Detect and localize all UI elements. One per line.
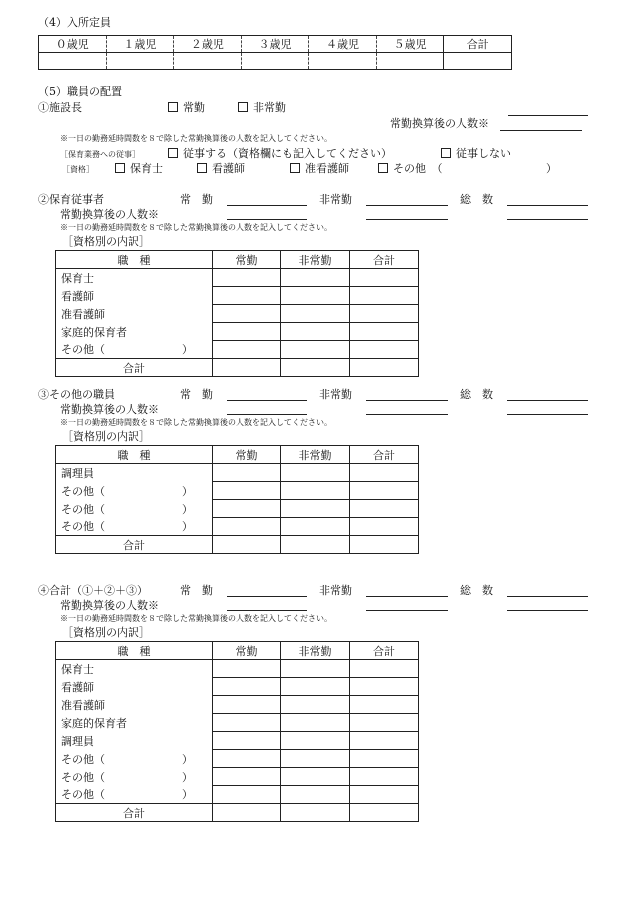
- cell[interactable]: [281, 287, 350, 305]
- childcare-parttime-label: 非常勤: [319, 193, 352, 206]
- age-5-header: ５歳児: [376, 36, 444, 53]
- cell[interactable]: [281, 696, 350, 714]
- cell[interactable]: [350, 482, 419, 500]
- cell[interactable]: [213, 287, 281, 305]
- director-fte-label: 常勤換算後の人数※: [390, 117, 489, 130]
- col-type-header: 職 種: [56, 642, 213, 660]
- cell[interactable]: [213, 696, 281, 714]
- qual-nurse-option[interactable]: 看護師: [197, 162, 245, 176]
- cell[interactable]: [350, 359, 419, 377]
- cell[interactable]: [281, 536, 350, 554]
- row-label: 准看護師: [56, 696, 213, 714]
- childcare-fulltime-field[interactable]: [227, 205, 307, 206]
- capacity-heading: （4）入所定員: [38, 16, 111, 29]
- cell[interactable]: [213, 500, 281, 518]
- cell[interactable]: [213, 804, 281, 822]
- checkbox-icon[interactable]: [441, 148, 451, 158]
- cell[interactable]: [350, 536, 419, 554]
- row-label: その他（ ）: [56, 750, 213, 768]
- other-fulltime-field[interactable]: [227, 400, 307, 401]
- cell[interactable]: [281, 518, 350, 536]
- cell[interactable]: [350, 732, 419, 750]
- row-label: その他（ ）: [56, 768, 213, 786]
- row-label: その他（ ）: [56, 518, 213, 536]
- cell[interactable]: [350, 305, 419, 323]
- qual-label: ［資格］: [62, 165, 94, 174]
- cell[interactable]: [213, 786, 281, 804]
- row-label: その他（ ）: [56, 500, 213, 518]
- col-full-header: 常勤: [213, 446, 281, 464]
- col-full-header: 常勤: [213, 251, 281, 269]
- grand-total-label: ④合計（①＋②＋③）: [38, 584, 148, 597]
- row-label: 調理員: [56, 732, 213, 750]
- cell[interactable]: [281, 660, 350, 678]
- checkbox-icon[interactable]: [238, 102, 248, 112]
- cell[interactable]: [213, 464, 281, 482]
- checkbox-icon[interactable]: [378, 163, 388, 173]
- cell[interactable]: [350, 696, 419, 714]
- checkbox-icon[interactable]: [168, 148, 178, 158]
- cell[interactable]: [350, 750, 419, 768]
- cell[interactable]: [213, 732, 281, 750]
- grand-note: ※一日の勤務延時間数を８で除した常勤換算後の人数を記入してください。: [60, 614, 332, 623]
- cell[interactable]: [213, 518, 281, 536]
- director-fte-note: ※一日の勤務延時間数を８で除した常勤換算後の人数を記入してください。: [60, 134, 332, 143]
- childcare-note: ※一日の勤務延時間数を８で除した常勤換算後の人数を記入してください。: [60, 223, 332, 232]
- col-sum-header: 合計: [350, 642, 419, 660]
- cell[interactable]: [213, 768, 281, 786]
- director-label: ①施設長: [38, 101, 82, 114]
- cell[interactable]: [281, 500, 350, 518]
- cell[interactable]: [213, 305, 281, 323]
- cell[interactable]: [350, 678, 419, 696]
- other-fte-label: 常勤換算後の人数※: [60, 403, 159, 416]
- total-input[interactable]: [444, 53, 512, 70]
- cell[interactable]: [281, 750, 350, 768]
- cell[interactable]: [350, 714, 419, 732]
- other-note: ※一日の勤務延時間数を８で除した常勤換算後の人数を記入してください。: [60, 418, 332, 427]
- col-type-header: 職 種: [56, 251, 213, 269]
- cell[interactable]: [213, 359, 281, 377]
- row-label: 保育士: [56, 660, 213, 678]
- row-label: 家庭的保育者: [56, 323, 213, 341]
- row-label: 准看護師: [56, 305, 213, 323]
- other-total-label: 総 数: [460, 388, 493, 401]
- cell[interactable]: [281, 359, 350, 377]
- row-label: その他（ ）: [56, 341, 213, 359]
- cell[interactable]: [350, 464, 419, 482]
- checkbox-icon[interactable]: [197, 163, 207, 173]
- cell[interactable]: [350, 518, 419, 536]
- childcare-fte-full-field[interactable]: [227, 219, 307, 220]
- cell[interactable]: [213, 269, 281, 287]
- row-label: その他（ ）: [56, 786, 213, 804]
- other-staff-label: ③その他の職員: [38, 388, 115, 401]
- director-fte-field[interactable]: [500, 130, 582, 131]
- childcare-parttime-field[interactable]: [366, 205, 448, 206]
- age-2-input[interactable]: [174, 53, 242, 70]
- other-fte-full-field[interactable]: [227, 414, 307, 415]
- col-type-header: 職 種: [56, 446, 213, 464]
- childcare-total-label: 総 数: [460, 193, 493, 206]
- row-total-label: 合計: [56, 359, 213, 377]
- qual-assistant-nurse-option[interactable]: 准看護師: [290, 162, 349, 176]
- col-sum-header: 合計: [350, 446, 419, 464]
- other-fulltime-label: 常 勤: [180, 388, 213, 401]
- capacity-table: [38, 35, 512, 70]
- cell[interactable]: [281, 305, 350, 323]
- cell[interactable]: [281, 804, 350, 822]
- director-fulltime-option[interactable]: 常勤: [168, 101, 205, 115]
- other-parttime-label: 非常勤: [319, 388, 352, 401]
- checkbox-icon[interactable]: [290, 163, 300, 173]
- cell[interactable]: [281, 464, 350, 482]
- checkbox-icon[interactable]: [115, 163, 125, 173]
- cell[interactable]: [213, 660, 281, 678]
- grand-fte-full-field[interactable]: [227, 610, 307, 611]
- cell[interactable]: [281, 786, 350, 804]
- age-3-header: ３歳児: [241, 36, 309, 53]
- age-5-input[interactable]: [376, 53, 444, 70]
- age-3-input[interactable]: [241, 53, 309, 70]
- childcare-breakdown-label: ［資格別の内訳］: [62, 235, 150, 248]
- row-label: 看護師: [56, 287, 213, 305]
- checkbox-icon[interactable]: [168, 102, 178, 112]
- other-total-field[interactable]: [507, 400, 588, 401]
- grand-parttime-label: 非常勤: [319, 584, 352, 597]
- duty-label: ［保育業務への従事］: [60, 150, 140, 159]
- cell[interactable]: [350, 323, 419, 341]
- childcare-breakdown-table: [55, 250, 419, 377]
- row-total-label: 合計: [56, 804, 213, 822]
- cell[interactable]: [350, 341, 419, 359]
- cell[interactable]: [213, 323, 281, 341]
- row-label: 調理員: [56, 464, 213, 482]
- qual-other-close: ）: [546, 162, 557, 175]
- qual-nursery-option[interactable]: 保育士: [115, 162, 163, 176]
- childcare-fulltime-label: 常 勤: [180, 193, 213, 206]
- row-label: その他（ ）: [56, 482, 213, 500]
- grand-breakdown-label: ［資格別の内訳］: [62, 626, 150, 639]
- total-header: 合計: [444, 36, 512, 53]
- childcare-fte-label: 常勤換算後の人数※: [60, 208, 159, 221]
- cell[interactable]: [281, 269, 350, 287]
- grand-parttime-field[interactable]: [366, 596, 448, 597]
- duty-yes-option[interactable]: 従事する（資格欄にも記入してください）: [168, 147, 392, 161]
- age-4-header: ４歳児: [309, 36, 377, 53]
- col-part-header: 非常勤: [281, 446, 350, 464]
- row-label: 家庭的保育者: [56, 714, 213, 732]
- staff-heading: （5）職員の配置: [38, 85, 122, 98]
- other-fte-total-field[interactable]: [507, 414, 588, 415]
- grand-total-count-label: 総 数: [460, 584, 493, 597]
- cell[interactable]: [281, 341, 350, 359]
- cell[interactable]: [213, 750, 281, 768]
- cell[interactable]: [350, 269, 419, 287]
- age-0-input[interactable]: [39, 53, 107, 70]
- cell[interactable]: [281, 678, 350, 696]
- age-1-header: １歳児: [106, 36, 174, 53]
- childcare-total-field[interactable]: [507, 205, 588, 206]
- cell[interactable]: [281, 714, 350, 732]
- grand-fulltime-label: 常 勤: [180, 584, 213, 597]
- age-2-header: ２歳児: [174, 36, 242, 53]
- cell[interactable]: [213, 536, 281, 554]
- cell[interactable]: [213, 714, 281, 732]
- grand-total-field[interactable]: [507, 596, 588, 597]
- other-parttime-field[interactable]: [366, 400, 448, 401]
- grand-breakdown-table: [55, 641, 419, 822]
- cell[interactable]: [350, 500, 419, 518]
- row-label: 看護師: [56, 678, 213, 696]
- cell[interactable]: [350, 660, 419, 678]
- other-breakdown-table: [55, 445, 419, 554]
- age-4-input[interactable]: [309, 53, 377, 70]
- row-total-label: 合計: [56, 536, 213, 554]
- age-1-input[interactable]: [106, 53, 174, 70]
- cell[interactable]: [281, 482, 350, 500]
- grand-fulltime-field[interactable]: [227, 596, 307, 597]
- qual-other-option[interactable]: その他 （: [378, 162, 443, 176]
- cell[interactable]: [350, 768, 419, 786]
- cell[interactable]: [213, 678, 281, 696]
- col-full-header: 常勤: [213, 642, 281, 660]
- grand-fte-label: 常勤換算後の人数※: [60, 599, 159, 612]
- col-part-header: 非常勤: [281, 251, 350, 269]
- row-label: 保育士: [56, 269, 213, 287]
- col-sum-header: 合計: [350, 251, 419, 269]
- childcare-fte-total-field[interactable]: [507, 219, 588, 220]
- cell[interactable]: [350, 287, 419, 305]
- cell[interactable]: [213, 482, 281, 500]
- col-part-header: 非常勤: [281, 642, 350, 660]
- director-parttime-option[interactable]: 非常勤: [238, 101, 286, 115]
- cell[interactable]: [350, 786, 419, 804]
- other-fte-part-field[interactable]: [366, 414, 448, 415]
- childcare-label: ②保育従事者: [38, 193, 104, 206]
- age-0-header: ０歳児: [39, 36, 107, 53]
- cell[interactable]: [281, 768, 350, 786]
- cell[interactable]: [213, 341, 281, 359]
- director-count-field[interactable]: [508, 115, 588, 116]
- other-breakdown-label: ［資格別の内訳］: [62, 430, 150, 443]
- cell[interactable]: [281, 323, 350, 341]
- childcare-fte-part-field[interactable]: [366, 219, 448, 220]
- cell[interactable]: [281, 732, 350, 750]
- duty-no-option[interactable]: 従事しない: [441, 147, 511, 161]
- cell[interactable]: [350, 804, 419, 822]
- grand-fte-part-field[interactable]: [366, 610, 448, 611]
- grand-fte-total-field[interactable]: [507, 610, 588, 611]
